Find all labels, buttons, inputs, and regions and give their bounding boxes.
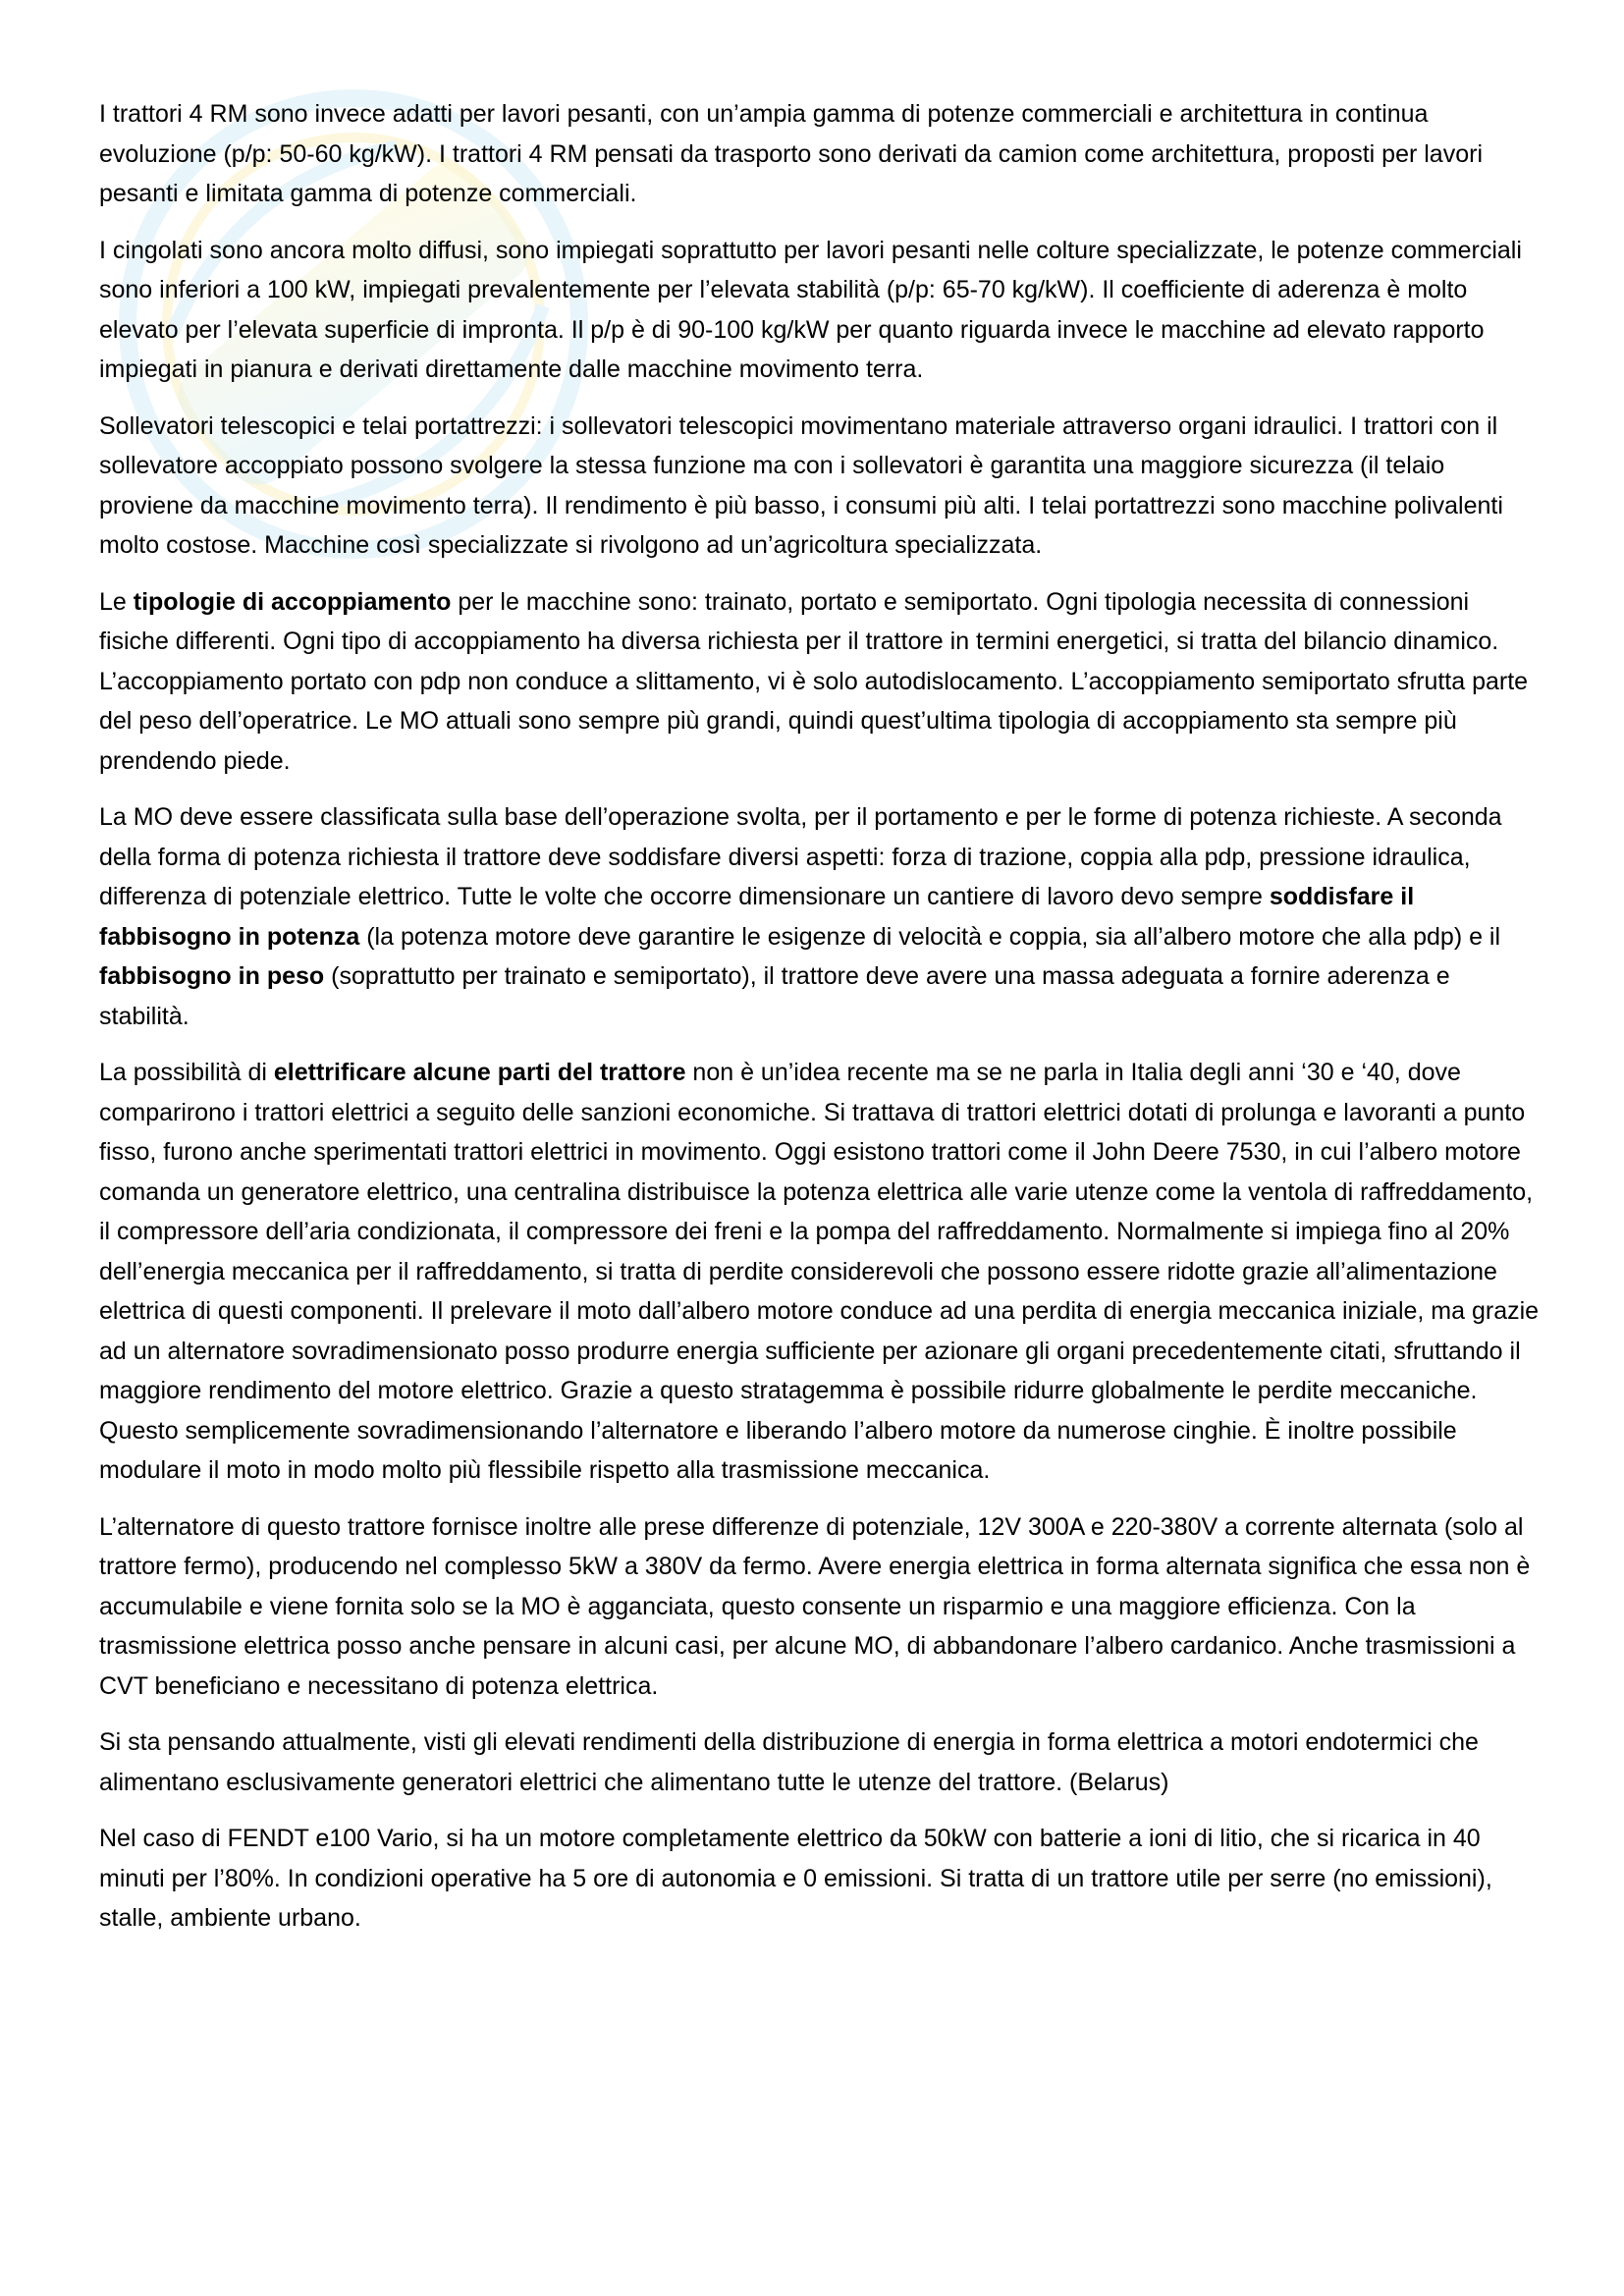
paragraph bbox=[99, 582, 1543, 782]
text-run: La possibilità di bbox=[99, 1059, 274, 1086]
text-run: Sollevatori telescopici e telai portattrezzi: i sollevatori telescopici movimentano materiale attraverso organi idraulici. I trattori con il sollevatore accoppiato possono svolgere la stessa funzione ma con i sollevatori è garantita una maggiore sicurezza (il telaio proviene da macchine movimento terra). Il rendimento è più basso, i consumi più alti. I telai portattrezzi sono macchine polivalenti molto costose. Macchine così specializzate si rivolgono ad un’agricoltura specializzata. bbox=[99, 411, 1503, 559]
paragraph bbox=[99, 231, 1543, 390]
text-run: (soprattutto per trainato e semiportato), il trattore deve avere una massa adeguata a fornire aderenza e stabilità. bbox=[99, 962, 1450, 1030]
text-run: I trattori 4 RM sono invece adatti per lavori pesanti, con un’ampia gamma di potenze commerciali e architettura in continua evoluzione (p/p: 50-60 kg/kW). I trattori 4 RM pensati da trasporto sono derivati da camion come architettura, proposti per lavori pesanti e limitata gamma di potenze commerciali. bbox=[99, 100, 1483, 207]
body-text bbox=[99, 94, 1543, 1955]
bold-phrase: fabbisogno in peso bbox=[99, 962, 325, 990]
paragraph bbox=[99, 94, 1543, 214]
text-run: Le bbox=[99, 587, 134, 616]
text-run: Si sta pensando attualmente, visti gli elevati rendimenti della distribuzione di energia in forma elettrica a motori endotermici che alimentano esclusivamente generatori elettrici che alimentano tutte le utenze del trattore. (Belarus) bbox=[99, 1728, 1479, 1796]
bold-phrase: soddisfare il fabbisogno in potenza bbox=[99, 883, 1415, 951]
bold-phrase: tipologie di accoppiamento bbox=[133, 587, 452, 616]
paragraph bbox=[99, 407, 1543, 566]
text-run: La MO deve essere classificata sulla base dell’operazione svolta, per il portamento e per le forme di potenza richieste. A seconda della forma di potenza richiesta il trattore deve soddisfare diversi aspetti: forza di trazione, coppia alla pdp, pressione idraulica, differenza di potenziale elettrico. Tutte le volte che occorre dimensionare un cantiere di lavoro devo sempre bbox=[99, 803, 1502, 910]
text-run: (la potenza motore deve garantire le esigenze di velocità e coppia, sia all’albero motore che alla pdp) e il bbox=[359, 922, 1501, 951]
text-run: non è un’idea recente ma se ne parla in Italia degli anni ‘30 e ‘40, dove comparirono i trattori elettrici a seguito delle sanzioni economiche. Si trattava di trattori elettrici dotati di prolunga e lavoranti a punto fisso, furono anche sperimentati trattori elettrici in movimento. Oggi esistono trattori come il John Deere 7530, in cui l’albero motore comanda un generatore elettrico, una centralina distribuisce la potenza elettrica alle varie utenze come la ventola di raffreddamento, il compressore dell’aria condizionata, il compressore dei freni e la pompa del raffreddamento. Normalmente si impiega fino al 20% dell’energia meccanica per il raffreddamento, si tratta di perdite considerevoli che possono essere ridotte grazie all’alimentazione elettrica di questi componenti. Il prelevare il moto dall’albero motore conduce ad una perdita di energia meccanica iniziale, ma grazie ad un alternatore sovradimensionato posso produrre energia sufficiente per azionare gli organi precedentemente citati, sfruttando il maggiore rendimento del motore elettrico. Grazie a questo stratagemma è possibile ridurre globalmente le perdite meccaniche. Questo semplicemente sovradimensionando l’alternatore e liberando l’albero motore da numerose cinghie. È inoltre possibile modulare il moto in modo molto più flessibile rispetto alla trasmissione meccanica. bbox=[99, 1059, 1540, 1484]
paragraph bbox=[99, 1722, 1543, 1802]
text-run: per le macchine sono: trainato, portato e semiportato. Ogni tipologia necessita di connessioni fisiche differenti. Ogni tipo di accoppiamento ha diversa richiesta per il trattore in termini energetici, si tratta del bilancio dinamico. L’accoppiamento portato con pdp non conduce a slittamento, vi è solo autodislocamento. L’accoppiamento semiportato sfrutta parte del peso dell’operatrice. Le MO attuali sono sempre più grandi, quindi quest’ultima tipologia di accoppiamento sta sempre più prendendo piede. bbox=[99, 587, 1529, 775]
text-run: I cingolati sono ancora molto diffusi, sono impiegati soprattutto per lavori pesanti nelle colture specializzate, le potenze commerciali sono inferiori a 100 kW, impiegati prevalentemente per l’elevata stabilità (p/p: 65-70 kg/kW). Il coefficiente di aderenza è molto elevato per l’elevata superficie di impronta. Il p/p è di 90-100 kg/kW per quanto riguarda invece le macchine ad elevato rapporto impiegati in pianura e derivati direttamente dalle macchine movimento terra. bbox=[99, 236, 1522, 383]
bold-phrase: elettrificare alcune parti del trattore bbox=[273, 1059, 686, 1086]
paragraph bbox=[99, 797, 1543, 1036]
text-run: L’alternatore di questo trattore fornisce inoltre alle prese differenze di potenziale, 12V 300A e 220-380V a corrente alternata (solo al trattore fermo), producendo nel complesso 5kW a 380V da fermo. Avere energia elettrica in forma alternata significa che essa non è accumulabile e viene fornita solo se la MO è agganciata, questo consente un risparmio e una maggiore efficienza. Con la trasmissione elettrica posso anche pensare in alcuni casi, per alcune MO, di abbandonare l’albero cardanico. Anche trasmissioni a CVT beneficiano e necessitano di potenza elettrica. bbox=[99, 1512, 1531, 1700]
paragraph bbox=[99, 1507, 1543, 1707]
paragraph bbox=[99, 1819, 1543, 1939]
text-run: Nel caso di FENDT e100 Vario, si ha un motore completamente elettrico da 50kW con batterie a ioni di litio, che si ricarica in 40 minuti per l’80%. In condizioni operative ha 5 ore di autonomia e 0 emissioni. Si tratta di un trattore utile per serre (no emissioni), stalle, ambiente urbano. bbox=[99, 1825, 1492, 1932]
paragraph bbox=[99, 1053, 1543, 1491]
